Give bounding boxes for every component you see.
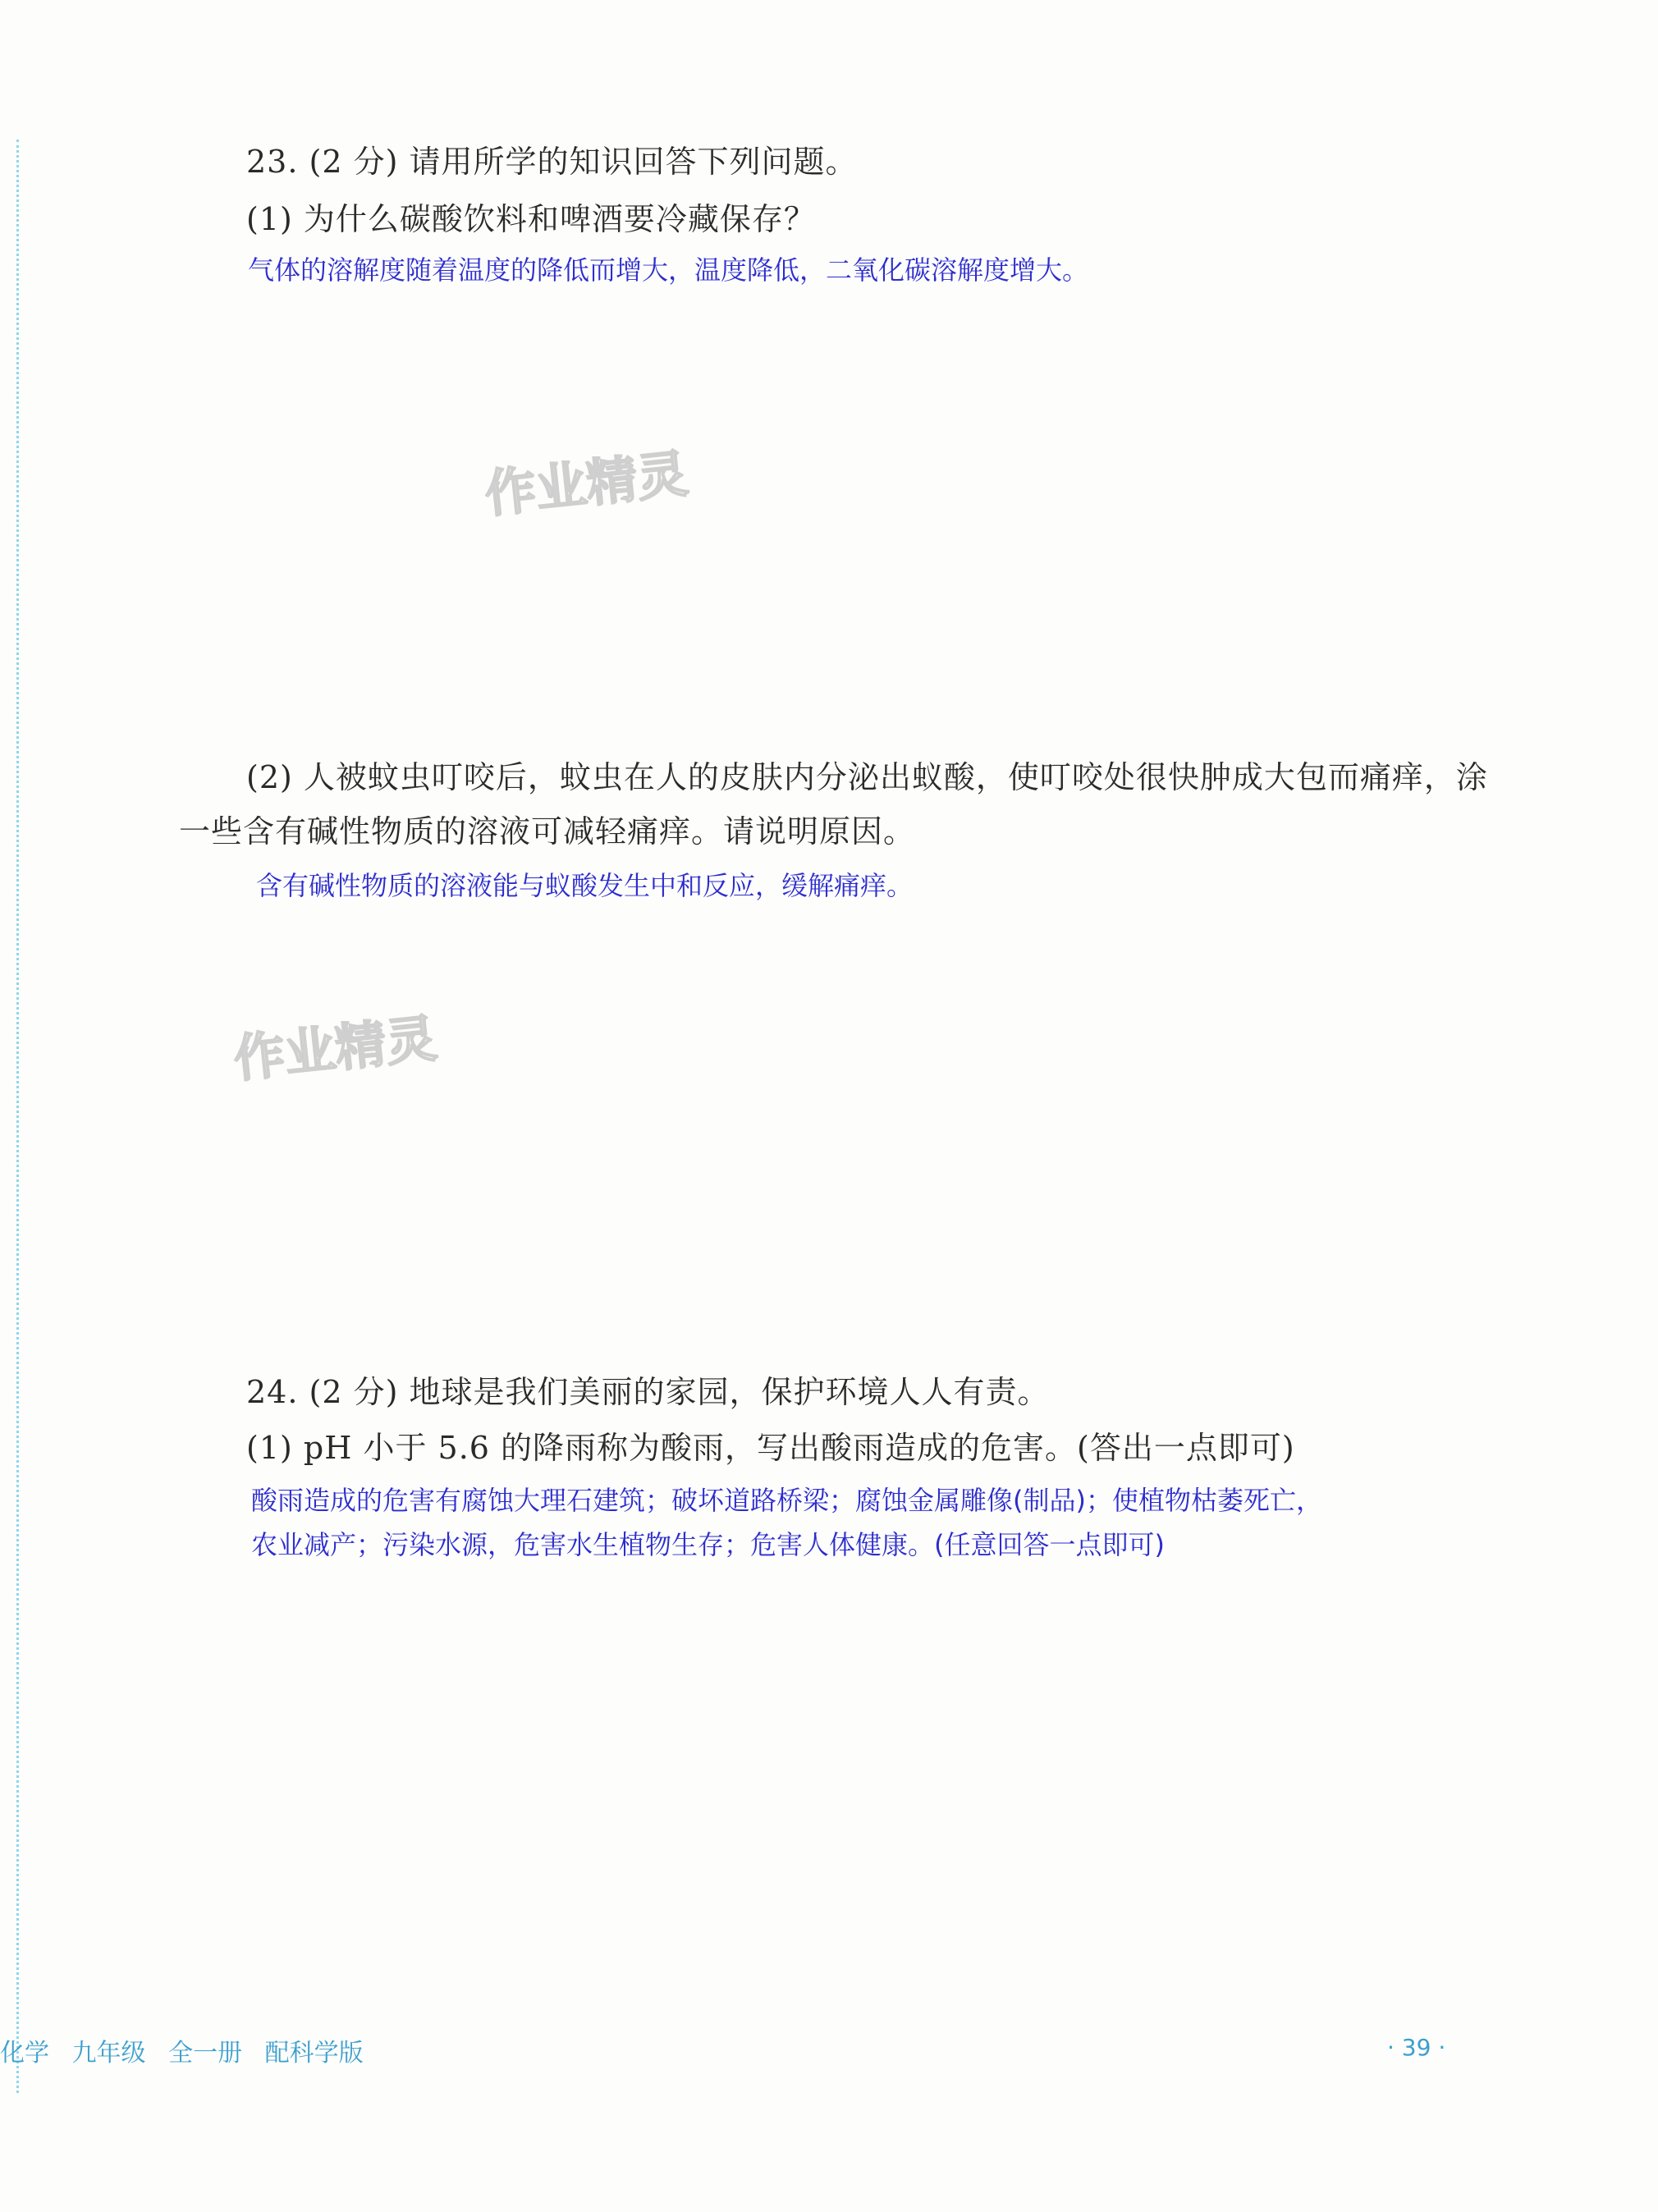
question-23-part-1: (1) 为什么碳酸饮料和啤酒要冷藏保存？: [246, 201, 816, 237]
watermark-logo: 作业精灵: [482, 443, 691, 524]
question-24-heading: 24. (2 分) 地球是我们美丽的家园，保护环境人人有责。: [246, 1374, 1050, 1410]
question-23-answer-2: 含有碱性物质的溶液能与蚁酸发生中和反应，缓解痛痒。: [256, 870, 914, 901]
question-23-part-2-line-1: (2) 人被蚊虫叮咬后，蚊虫在人的皮肤内分泌出蚁酸，使叮咬处很快肿成大包而痛痒，涂: [246, 759, 1488, 795]
footer-page-number: · 39 ·: [1387, 2034, 1446, 2061]
question-24-answer-1-line-2: 农业减产；污染水源，危害水生植物生存；危害人体健康。(任意回答一点即可): [251, 1529, 1165, 1560]
question-23-heading: 23. (2 分) 请用所学的知识回答下列问题。: [246, 144, 858, 180]
question-24-part-1: (1) pH 小于 5.6 的降雨称为酸雨，写出酸雨造成的危害。(答出一点即可): [246, 1430, 1295, 1466]
question-23-part-2-line-2: 一些含有碱性物质的溶液可减轻痛痒。请说明原因。: [179, 813, 916, 850]
question-24-answer-1-line-1: 酸雨造成的危害有腐蚀大理石建筑；破坏道路桥梁；腐蚀金属雕像(制品)；使植物枯萎死亡，: [251, 1485, 1322, 1516]
watermark-logo-2: 作业精灵: [231, 1008, 440, 1089]
footer-book-info: 化学 九年级 全一册 配科学版: [0, 2039, 364, 2068]
binding-margin-line: [16, 140, 19, 2093]
question-23-answer-1: 气体的溶解度随着温度的降低而增大，温度降低，二氧化碳溶解度增大。: [248, 254, 1089, 286]
